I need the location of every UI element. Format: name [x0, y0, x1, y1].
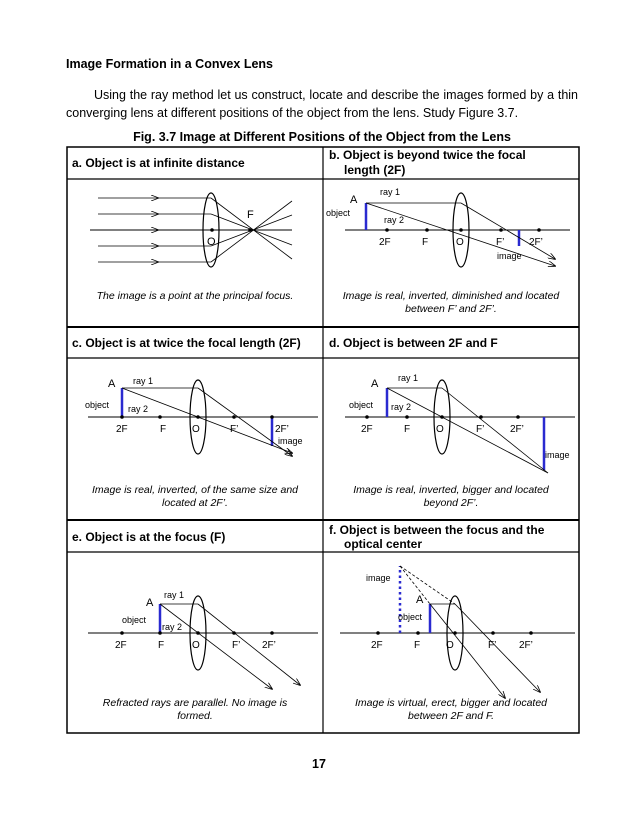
panel-f: [326, 523, 576, 729]
panel-c: [70, 336, 320, 516]
panel-e: [70, 530, 320, 729]
label-ray2: ray 2: [128, 404, 149, 414]
label-object: object: [349, 400, 374, 410]
label-ray1: ray 1: [164, 590, 185, 600]
label-f-prime: F’: [488, 640, 497, 651]
label-2f: 2F: [371, 640, 383, 651]
panel-a: [70, 156, 320, 320]
label-2f-prime: 2F’: [510, 424, 524, 435]
label-a: A: [350, 194, 358, 206]
panel-a-caption: The image is a point at the principal focus.: [96, 290, 294, 302]
label-object: object: [85, 400, 110, 410]
label-f-prime: F’: [496, 237, 505, 248]
label-ray2: ray 2: [162, 622, 183, 632]
intro-paragraph: Using the ray method let us construct, locate and describe the images formed by a thin converging lens at different positions of the object from the lens. Study Figure 3.7.: [66, 88, 578, 120]
label-f-prime: F’: [476, 424, 485, 435]
table-grid: [67, 147, 579, 733]
label-object: object: [122, 615, 147, 625]
label-a: A: [371, 378, 379, 390]
panel-d-caption: Image is real, inverted, bigger and located beyond 2F’.: [353, 484, 549, 509]
label-a: A: [416, 594, 424, 606]
label-a: A: [146, 597, 154, 609]
label-o: O: [192, 424, 200, 435]
panel-e-caption: Refracted rays are parallel. No image is formed.: [102, 697, 288, 722]
label-f: F: [404, 424, 411, 435]
label-2f: 2F: [379, 237, 391, 248]
panel-f-header-line1: f. Object is between the focus and the: [329, 523, 545, 537]
page-number: 17: [312, 757, 326, 771]
label-object: object: [326, 208, 351, 218]
label-f-prime: F’: [230, 424, 239, 435]
label-2f: 2F: [361, 424, 373, 435]
label-ray1: ray 1: [133, 376, 154, 386]
label-ray2: ray 2: [391, 402, 412, 412]
label-o: O: [446, 640, 454, 651]
label-2f-prime: 2F’: [519, 640, 533, 651]
rays: [160, 604, 300, 689]
label-f: F: [160, 424, 167, 435]
rays: [122, 388, 292, 456]
section-title: Image Formation in a Convex Lens: [66, 57, 273, 71]
label-2f-prime: 2F’: [529, 237, 543, 248]
label-f: F: [414, 640, 421, 651]
panel-d: [326, 336, 576, 516]
label-f: F: [158, 640, 165, 651]
label-2f: 2F: [116, 424, 128, 435]
panel-a-header: a. Object is at infinite distance: [72, 156, 245, 170]
label-object: object: [398, 612, 423, 622]
panel-b-header-line1: b. Object is beyond twice the focal: [329, 148, 526, 162]
label-f: F: [422, 237, 429, 248]
rays: [400, 566, 540, 698]
rays: [366, 203, 555, 266]
label-2f: 2F: [115, 640, 127, 651]
label-image: image: [278, 436, 303, 446]
label-f-prime: F’: [232, 640, 241, 651]
label-o: O: [456, 237, 464, 248]
label-image: image: [497, 251, 522, 261]
label-a: A: [108, 378, 116, 390]
label-2f-prime: 2F’: [262, 640, 276, 651]
label-ray2: ray 2: [384, 215, 405, 225]
label-o: O: [192, 640, 200, 651]
label-2f-prime: 2F’: [275, 424, 289, 435]
panel-c-header: c. Object is at twice the focal length (2F): [72, 336, 301, 350]
label-f: F: [247, 209, 254, 221]
panel-b-caption: Image is real, inverted, diminished and located between F’ and 2F’.: [342, 290, 560, 315]
panel-b-header-line2: length (2F): [344, 163, 406, 177]
panel-b: [326, 148, 576, 322]
label-ray1: ray 1: [380, 187, 401, 197]
label-o: O: [436, 424, 444, 435]
optical-center-dot: [210, 228, 214, 232]
panel-c-caption: Image is real, inverted, of the same size and located at 2F’.: [91, 484, 299, 509]
label-image: image: [545, 450, 570, 460]
panel-d-header: d. Object is between 2F and F: [329, 336, 498, 350]
label-o: O: [207, 236, 216, 248]
focus-dot: [248, 228, 252, 232]
label-image: image: [366, 573, 391, 583]
figure-caption: Fig. 3.7 Image at Different Positions of the Object from the Lens: [133, 130, 511, 144]
panel-e-header: e. Object is at the focus (F): [72, 530, 226, 544]
panel-f-header-line2: optical center: [344, 537, 423, 551]
label-ray1: ray 1: [398, 373, 419, 383]
panel-f-caption: Image is virtual, erect, bigger and located between 2F and F.: [354, 697, 548, 722]
